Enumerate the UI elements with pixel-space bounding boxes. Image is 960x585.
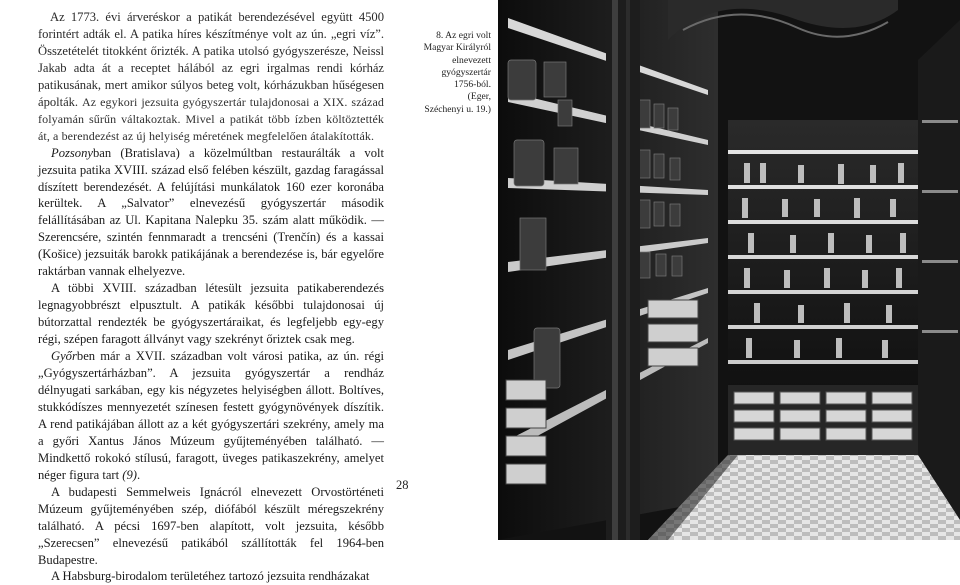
body-paragraph [38,145,384,281]
text-run: Az egykori jezsuita gyógyszertár tulajdonosai a XIX. század folyamán sűrűn váltakoztak. Mivel a patikát több ízben költöztették át, a berendezést az új helyiség méretének megfelelően átalakították. [38,94,384,143]
caption-line: 1756-ból. [453,79,491,91]
caption-line: gyógyszertár [441,66,491,78]
text-run: A többi XVIII. században létesült jezsuita patikaberendezés legnagyobbrészt elpusztult. A patikák későbbi tulajdonosai új bútorzattal rendezték be gyógyszertáraikat, és legfeljebb egy-egy régi, szépen faragott állványt vagy szekrényt őriztek csak meg. [38,281,384,347]
caption-line: elnevezett [452,54,491,66]
text-run: . [136,467,141,482]
caption-line: Széchenyi u. 19.) [424,103,491,115]
caption-line: 8. Az egri volt [436,30,491,41]
photo-caption [387,30,491,116]
photo-drawing [498,0,960,540]
body-paragraph [38,484,384,569]
italic-text-run: Pozsony [51,145,93,160]
text-run: ben már a XVII. században volt városi patika, az ún. régi „Gyógyszertárházban”. A jezsuita gyógyszertár a rendház délnyugati sarkában, egy kis négyzetes helyiségben állott. Boltíves, stukkódíszes mennyezetét színesen festett gyógynövények díszítik. A rend patikájában állott az a két gyógyszertári szekrény, amely ma a győri Xantus János Múzeum gyűjteményében található. — Mindkettő rokokó stílusú, faragott, üveges patikaszekrény, amelyet néger figura tart [38,349,384,482]
body-paragraph [38,9,384,145]
body-paragraph [38,568,384,585]
body-paragraph [38,348,384,484]
body-paragraph [38,280,384,348]
text-run: A budapesti Semmelweis Ignácról elnevezett Orvostörténeti Múzeum gyűjteményében szép, diófából készült méregszekrény található. A pécsi 1697-ben alapított, volt jezsuita, később „Szerecsen” elnevezésű patikából szállították fel 1964-ben Budapestre. [38,484,384,567]
text-run: A Habsburg-birodalom területéhez tartozó jezsuita rendházakat [51,569,370,584]
italic-text-run: (9) [122,467,137,482]
body-text-column [38,9,384,585]
caption-line: Magyar Királyról [423,42,491,54]
pharmacy-interior-photo [498,0,960,540]
text-run: ban (Bratislava) a közelmúltban restaurálták a volt jezsuita patika XVIII. század első felében készült, gazdag faragással díszített berendezését. A felújítási munkálatok 160 ezer koronába kerültek. A „Salvator” elnevezésű gyógyszertár második felállításában az Ul. Kapitana Nalepku 35. szám alatt működik. — Szerencsére, szintén fennmaradt a trencséni (Trenčín) és a kassai (Košice) jezsuiták barokk patikájának a berendezése is, bár egyelőre raktárban vannak elhelyezve. [38,145,384,279]
caption-line: (Eger, [467,91,491,103]
page-number: 28 [396,478,409,492]
italic-text-run: Győr [51,349,77,364]
text-run: Az 1773. évi árveréskor a patikát berendezésével együtt 4500 forintért adták el. A patika híres készítménye volt az ún. „egri víz”. Összetételét titokként őrizték. A patika utolsó gyógyszerésze, Neissl Jakab adta át a receptet hálából az egri irgalmas rendi kórház patikusának, mert amikor súlyos beteg volt, kórházukban hűségesen ápolták. [38,10,384,109]
